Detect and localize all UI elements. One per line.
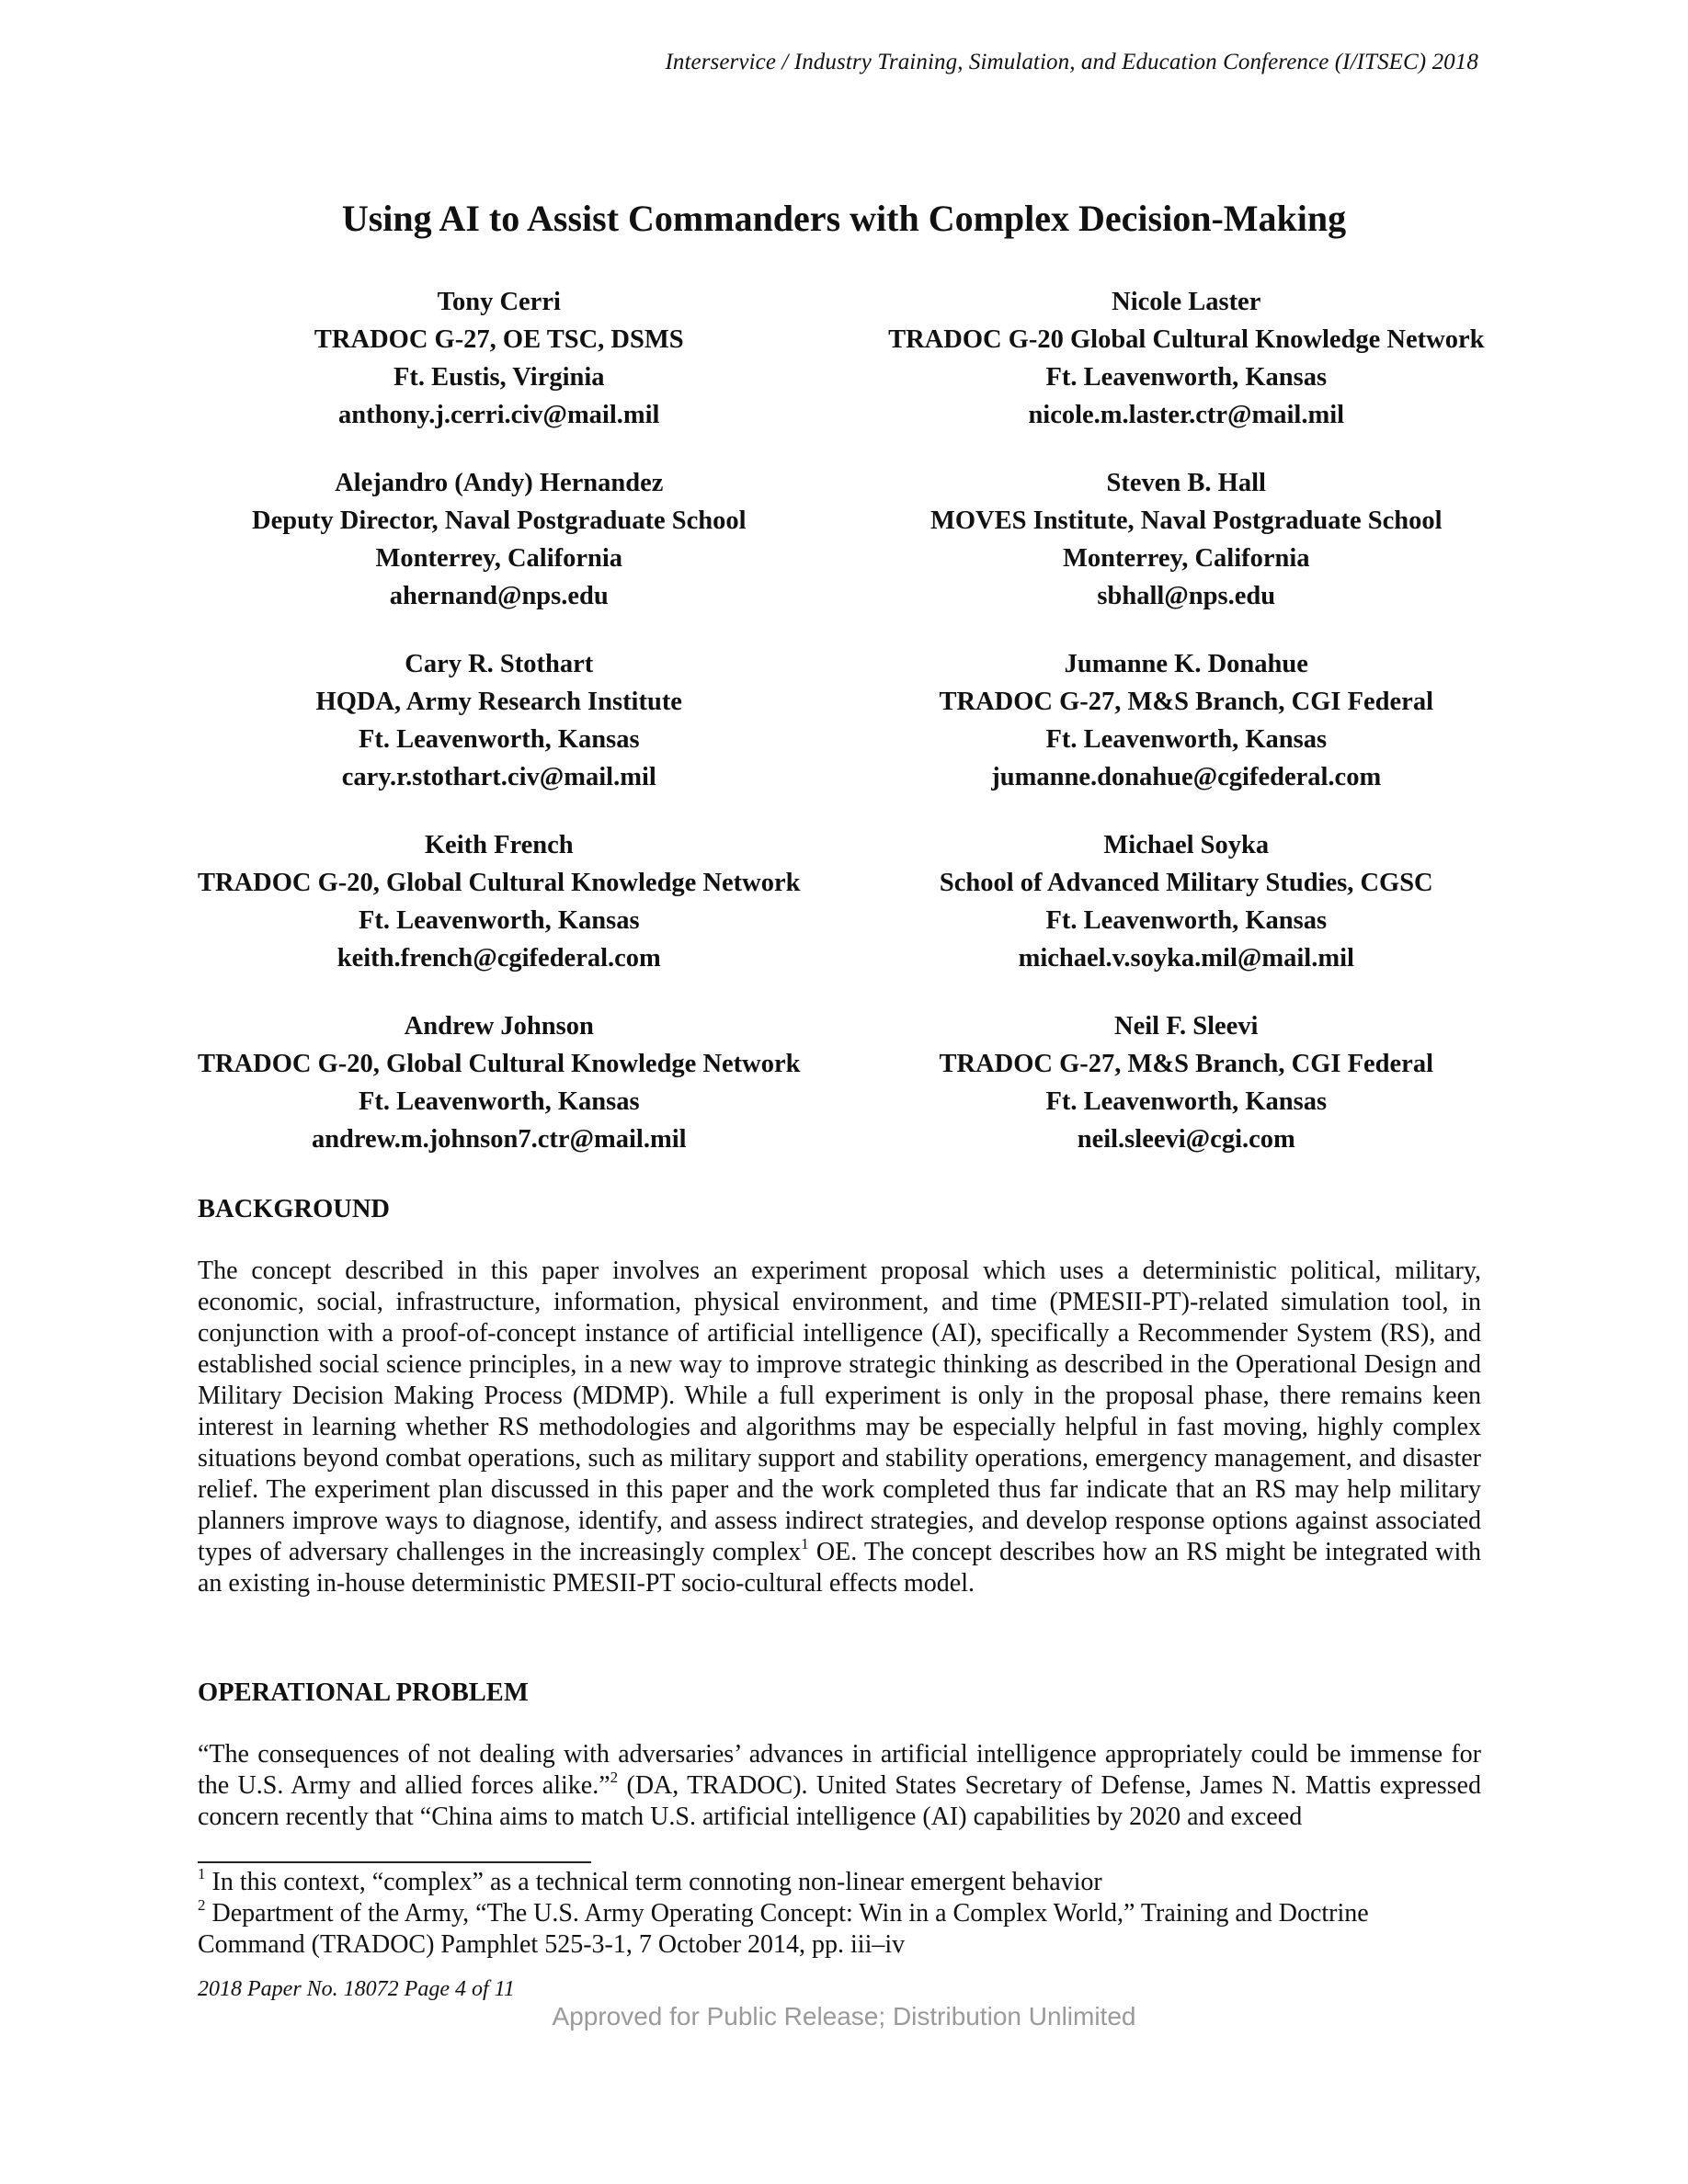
author-block [879, 464, 1495, 615]
author-location: Monterrey, California [375, 544, 623, 573]
author-name: Jumanne K. Donahue [1064, 650, 1308, 678]
author-name: Neil F. Sleevi [1114, 1012, 1259, 1041]
author-email: neil.sleevi@cgi.com [1077, 1125, 1295, 1154]
author-location: Ft. Leavenworth, Kansas [358, 906, 640, 935]
section-heading-operational-problem: OPERATIONAL PROBLEM [198, 1678, 529, 1707]
author-name: Cary R. Stothart [405, 650, 594, 678]
paragraph-text: OE. The concept describes how an RS might be integrated with an existing in-house deterministic PMESII-PT socio-cultural effects model. [198, 1538, 1481, 1598]
author-email: jumanne.donahue@cgifederal.com [991, 763, 1382, 791]
footnotes [198, 1864, 1481, 1961]
author-affiliation: TRADOC G-20 Global Cultural Knowledge Network [888, 325, 1485, 354]
author-location: Monterrey, California [1062, 544, 1310, 573]
author-list [198, 283, 1494, 1158]
footnote-mark: 2 [198, 1895, 206, 1914]
author-block [879, 645, 1495, 796]
paragraph-text: (DA, TRADOC). United States Secretary of Defense, James N. Mattis expressed concern recently that “China aims to match U.S. artificial intelligence (AI) capabilities by 2020 and exceed [198, 1771, 1481, 1831]
author-block [198, 464, 801, 615]
author-affiliation: TRADOC G-27, OE TSC, DSMS [314, 325, 684, 354]
running-header: Interservice / Industry Training, Simulation, and Education Conference (I/ITSEC) 2018 [665, 50, 1478, 74]
section-heading-background: BACKGROUND [198, 1195, 391, 1223]
author-email: anthony.j.cerri.civ@mail.mil [338, 401, 660, 429]
author-name: Tony Cerri [437, 288, 561, 316]
author-name: Keith French [424, 831, 574, 859]
author-block [198, 645, 801, 796]
author-affiliation: Deputy Director, Naval Postgraduate School [251, 506, 747, 535]
author-block [879, 283, 1495, 434]
background-paragraph [198, 1256, 1481, 1599]
author-block [879, 826, 1495, 977]
footnote-ref: 1 [801, 1534, 809, 1553]
author-affiliation: TRADOC G-27, M&S Branch, CGI Federal [939, 688, 1433, 716]
author-name: Andrew Johnson [404, 1012, 594, 1041]
author-email: sbhall@nps.edu [1097, 582, 1276, 610]
footnote [198, 1864, 1481, 1898]
release-notice: Approved for Public Release; Distribution Unlimited [552, 2002, 1136, 2030]
author-location: Ft. Leavenworth, Kansas [1045, 1087, 1328, 1116]
paragraph-text: “The consequences of not dealing with adversaries’ advances in artificial intelligence appropriately could be immense for the U.S. Army and allied forces alike.” [198, 1740, 1481, 1800]
author-affiliation: TRADOC G-20, Global Cultural Knowledge Network [198, 869, 801, 897]
author-location: Ft. Leavenworth, Kansas [1045, 725, 1328, 754]
author-affiliation: HQDA, Army Research Institute [315, 688, 682, 716]
paper-title: Using AI to Assist Commanders with Complex Decision-Making [341, 198, 1347, 239]
footnote-text: In this context, “complex” as a technical term connoting non-linear emergent behavior [205, 1868, 1102, 1896]
author-location: Ft. Leavenworth, Kansas [358, 725, 640, 754]
author-affiliation: TRADOC G-27, M&S Branch, CGI Federal [939, 1050, 1433, 1078]
author-block [198, 1007, 801, 1158]
author-email: cary.r.stothart.civ@mail.mil [341, 763, 656, 791]
page-footer: 2018 Paper No. 18072 Page 4 of 11 [198, 1977, 515, 2001]
author-affiliation: School of Advanced Military Studies, CGSC [939, 869, 1433, 897]
author-email: andrew.m.johnson7.ctr@mail.mil [311, 1125, 687, 1154]
author-affiliation: TRADOC G-20, Global Cultural Knowledge Network [198, 1050, 801, 1078]
footnote-text: Department of the Army, “The U.S. Army Operating Concept: Win in a Complex World,” Training and Doctrine Command (TRADOC) Pamphlet 525-3-1, 7 October 2014, pp. iii–iv [198, 1899, 1369, 1959]
author-block [879, 1007, 1495, 1158]
author-email: keith.french@cgifederal.com [336, 944, 661, 973]
author-block [198, 283, 801, 434]
author-name: Steven B. Hall [1106, 469, 1266, 497]
footnote-ref: 2 [610, 1768, 619, 1786]
author-email: michael.v.soyka.mil@mail.mil [1018, 944, 1354, 973]
author-name: Michael Soyka [1103, 831, 1270, 859]
footnote-divider [198, 1861, 591, 1863]
operational-problem-paragraph [198, 1739, 1481, 1833]
author-email: nicole.m.laster.ctr@mail.mil [1028, 401, 1345, 429]
author-name: Nicole Laster [1112, 288, 1261, 316]
author-affiliation: MOVES Institute, Naval Postgraduate School [930, 506, 1443, 535]
author-location: Ft. Leavenworth, Kansas [1045, 906, 1328, 935]
paragraph-text: The concept described in this paper involves an experiment proposal which uses a deterministic political, military, economic, social, infrastructure, information, physical environment, and time (PMESII-PT)-related simulation tool, in conjunction with a proof-of-concept instance of artificial intelligence (AI), specifically a Recommender System (RS), and established social science principles, in a new way to improve strategic thinking as described in the Operational Design and Military Decision Making Process (MDMP). While a full experiment is only in the proposal phase, there remains keen interest in learning whether RS methodologies and algorithms may be especially helpful in fast moving, highly complex situations beyond combat operations, such as military support and stability operations, emergency management, and disaster relief. The experiment plan discussed in this paper and the work completed thus far indicate that an RS may help military planners improve ways to diagnose, identify, and assess indirect strategies, and develop response options against associated types of adversary challenges in the increasingly complex [198, 1257, 1481, 1566]
footnote-mark: 1 [198, 1864, 206, 1883]
author-location: Ft. Eustis, Virginia [393, 363, 605, 392]
author-name: Alejandro (Andy) Hernandez [335, 469, 664, 497]
author-block [198, 826, 801, 977]
author-location: Ft. Leavenworth, Kansas [1045, 363, 1328, 392]
footnote [198, 1895, 1481, 1961]
author-location: Ft. Leavenworth, Kansas [358, 1087, 640, 1116]
author-email: ahernand@nps.edu [389, 582, 609, 610]
